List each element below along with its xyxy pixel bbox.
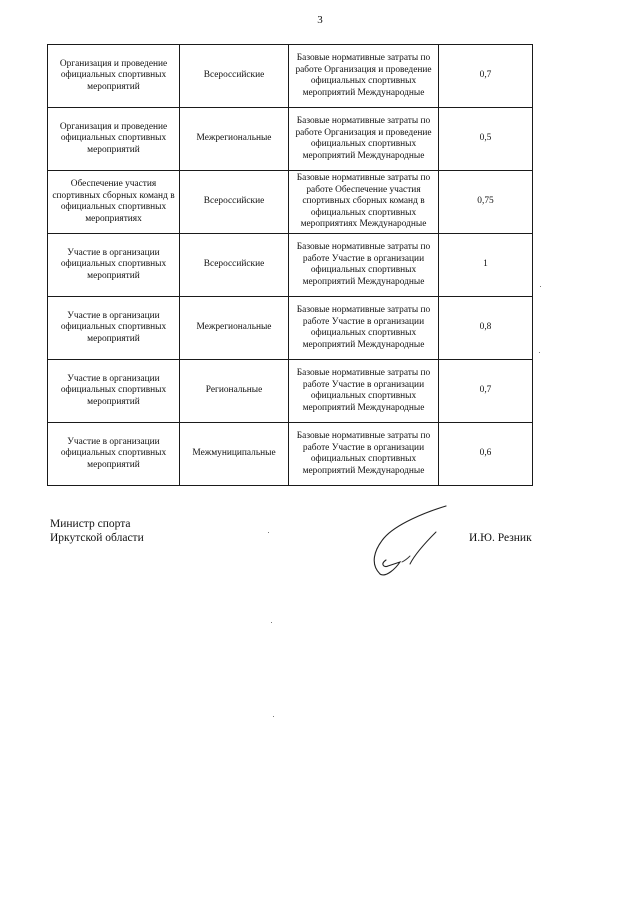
- row-value: 0,7: [439, 45, 533, 108]
- row-name: Организация и проведение официальных спортивных мероприятий: [48, 108, 180, 171]
- scan-speck: [268, 532, 269, 533]
- row-level: Межрегиональные: [180, 297, 289, 360]
- row-level: Всероссийские: [180, 45, 289, 108]
- row-value: 1: [439, 234, 533, 297]
- row-description: Базовые нормативные затраты по работе Организация и проведение официальных спортивных мероприятий Международные: [289, 108, 439, 171]
- scan-speck: [539, 352, 540, 353]
- row-description: Базовые нормативные затраты по работе Участие в организации официальных спортивных мероприятий Международные: [289, 234, 439, 297]
- row-description: Базовые нормативные затраты по работе Организация и проведение официальных спортивных мероприятий Международные: [289, 45, 439, 108]
- row-name: Участие в организации официальных спортивных мероприятий: [48, 234, 180, 297]
- signer-position-line-2: Иркутской области: [50, 532, 144, 544]
- scan-speck: [273, 716, 274, 717]
- row-level: Межмуниципальные: [180, 423, 289, 486]
- row-value: 0,8: [439, 297, 533, 360]
- row-level: Всероссийские: [180, 171, 289, 234]
- row-description: Базовые нормативные затраты по работе Участие в организации официальных спортивных мероприятий Международные: [289, 297, 439, 360]
- table-row: [48, 108, 533, 171]
- norms-table: [47, 44, 533, 486]
- row-name: Участие в организации официальных спортивных мероприятий: [48, 360, 180, 423]
- handwritten-signature-icon: [366, 502, 456, 584]
- row-value: 0,6: [439, 423, 533, 486]
- signer-position-line-1: Министр спорта: [50, 518, 131, 530]
- row-name: Обеспечение участия спортивных сборных команд в официальных спортивных мероприятиях: [48, 171, 180, 234]
- signer-name: И.Ю. Резник: [469, 532, 532, 544]
- table-row: [48, 234, 533, 297]
- row-value: 0,75: [439, 171, 533, 234]
- page-number: 3: [317, 14, 323, 26]
- table-row: [48, 45, 533, 108]
- row-value: 0,7: [439, 360, 533, 423]
- scan-speck: [271, 622, 272, 623]
- table-row: [48, 297, 533, 360]
- table-row: [48, 360, 533, 423]
- row-value: 0,5: [439, 108, 533, 171]
- row-description: Базовые нормативные затраты по работе Обеспечение участия спортивных сборных команд в официальных спортивных мероприятиях Международные: [289, 171, 439, 234]
- row-name: Участие в организации официальных спортивных мероприятий: [48, 297, 180, 360]
- row-description: Базовые нормативные затраты по работе Участие в организации официальных спортивных мероприятий Международные: [289, 360, 439, 423]
- row-name: Участие в организации официальных спортивных мероприятий: [48, 423, 180, 486]
- norms-table-body: [48, 45, 533, 486]
- signer-position: [50, 517, 144, 545]
- scan-speck: [540, 286, 541, 287]
- row-level: Региональные: [180, 360, 289, 423]
- row-description: Базовые нормативные затраты по работе Участие в организации официальных спортивных мероприятий Международные: [289, 423, 439, 486]
- row-level: Всероссийские: [180, 234, 289, 297]
- table-row: [48, 171, 533, 234]
- row-level: Межрегиональные: [180, 108, 289, 171]
- table-row: [48, 423, 533, 486]
- row-name: Организация и проведение официальных спортивных мероприятий: [48, 45, 180, 108]
